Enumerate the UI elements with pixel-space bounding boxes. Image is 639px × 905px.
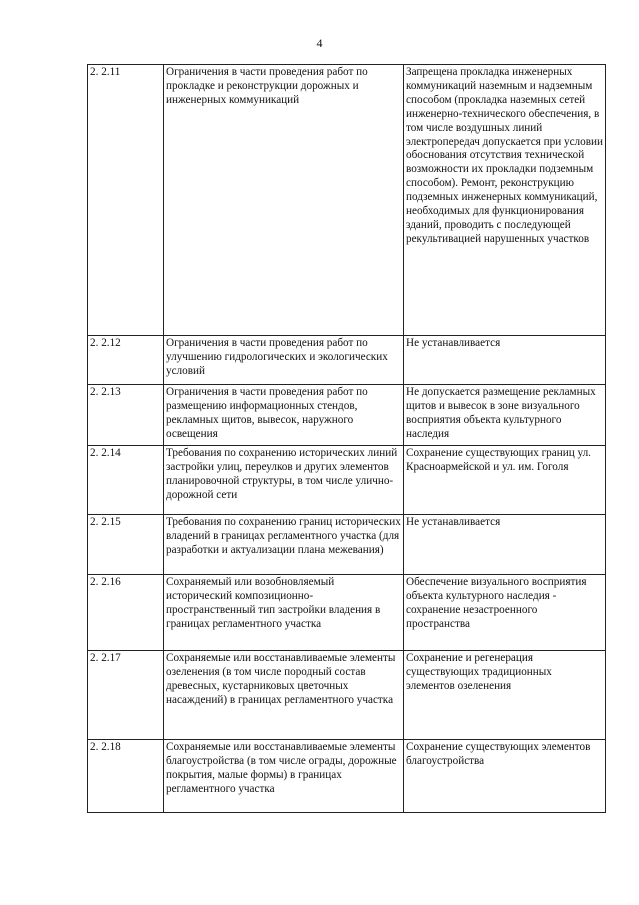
row-value: Сохранение и регенерация существующих традиционных элементов озеленения [404, 651, 606, 740]
row-requirement: Сохраняемые или восстанавливаемые элементы благоустройства (в том числе ограды, дорожные покрытия, малые формы) в границах регламентного участка [164, 740, 404, 813]
row-number: 2. 2.11 [88, 65, 164, 336]
regulation-table [87, 64, 606, 813]
row-requirement: Сохраняемый или возобновляемый исторический композиционно-пространственный тип застройки владения в границах регламентного участка [164, 575, 404, 651]
row-value: Запрещена прокладка инженерных коммуникаций наземным и надземным способом (прокладка наземных сетей инженерно-технического обеспечения, в том числе воздушных линий электропередач допускается при условии обоснования отсутствия технической возможности их прокладки подземным способом). Ремонт, реконструкцию подземных инженерных коммуникаций, необходимых для функционирования зданий, проводить с последующей рекультивацией нарушенных участков [404, 65, 606, 336]
table-row [88, 575, 606, 651]
page-number: 4 [316, 36, 323, 50]
row-value: Сохранение существующих элементов благоустройства [404, 740, 606, 813]
table-row [88, 515, 606, 575]
row-value: Не устанавливается [404, 515, 606, 575]
row-value: Обеспечение визуального восприятия объекта культурного наследия - сохранение незастроенного пространства [404, 575, 606, 651]
row-value: Сохранение существующих границ ул. Красноармейской и ул. им. Гоголя [404, 446, 606, 515]
table-row [88, 740, 606, 813]
row-number: 2. 2.13 [88, 385, 164, 446]
table-row [88, 446, 606, 515]
row-value: Не допускается размещение рекламных щитов и вывесок в зоне визуального восприятия объекта культурного наследия [404, 385, 606, 446]
row-number: 2. 2.14 [88, 446, 164, 515]
row-number: 2. 2.12 [88, 336, 164, 385]
table-row [88, 651, 606, 740]
row-requirement: Ограничения в части проведения работ по улучшению гидрологических и экологических условий [164, 336, 404, 385]
row-number: 2. 2.18 [88, 740, 164, 813]
table-row [88, 65, 606, 336]
row-number: 2. 2.15 [88, 515, 164, 575]
row-number: 2. 2.16 [88, 575, 164, 651]
row-requirement: Ограничения в части проведения работ по размещению информационных стендов, рекламных щитов, вывесок, наружного освещения [164, 385, 404, 446]
row-requirement: Ограничения в части проведения работ по прокладке и реконструкции дорожных и инженерных коммуникаций [164, 65, 404, 336]
table-row [88, 385, 606, 446]
row-value: Не устанавливается [404, 336, 606, 385]
row-requirement: Сохраняемые или восстанавливаемые элементы озеленения (в том числе породный состав древесных, кустарниковых цветочных насаждений) в границах регламентного участка [164, 651, 404, 740]
row-number: 2. 2.17 [88, 651, 164, 740]
row-requirement: Требования по сохранению исторических линий застройки улиц, переулков и других элементов планировочной структуры, в том числе улично-дорожной сети [164, 446, 404, 515]
table-row [88, 336, 606, 385]
row-requirement: Требования по сохранению границ исторических владений в границах регламентного участка (для разработки и актуализации плана межевания) [164, 515, 404, 575]
